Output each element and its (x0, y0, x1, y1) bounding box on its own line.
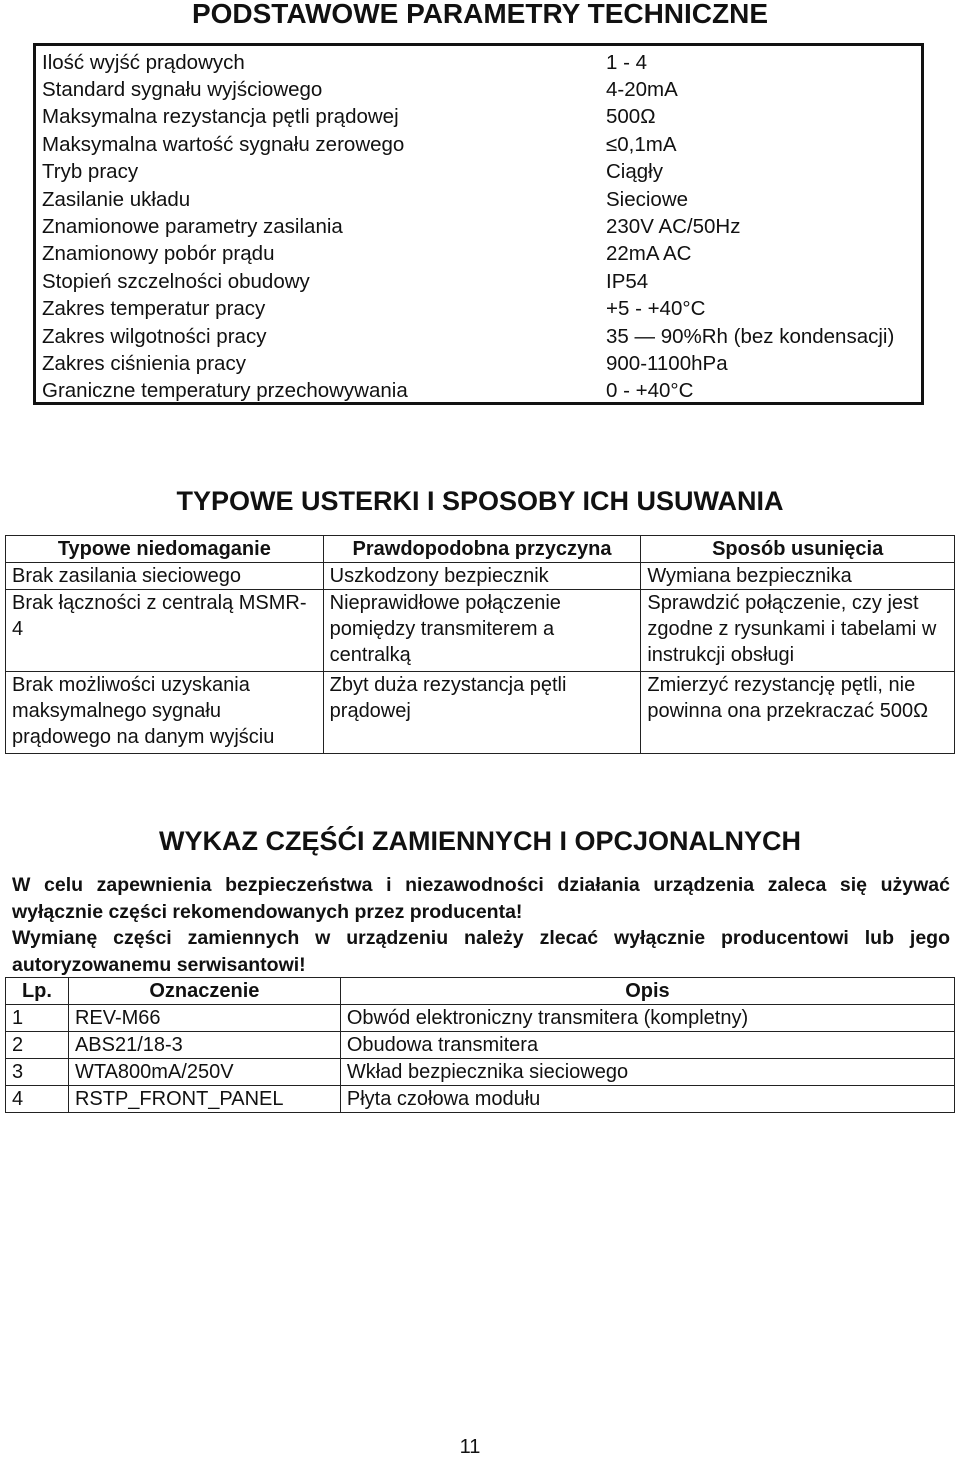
parameter-row (36, 268, 921, 295)
column-header-description: Opis (340, 978, 954, 1005)
parameter-name: Zakres temperatur pracy (42, 297, 266, 321)
parameter-row (36, 350, 921, 377)
parameter-row (36, 159, 921, 186)
parameter-name: Zasilanie układu (42, 187, 191, 211)
table-row (6, 563, 955, 590)
part-number: 3 (6, 1059, 69, 1086)
safety-warning (12, 872, 950, 978)
column-header-solution: Sposób usunięcia (641, 536, 955, 563)
warning-paragraph: W celu zapewnienia bezpieczeństwa i niezawodności działania urządzenia zaleca się używać wyłącznie części rekomendowanych przez producenta! (12, 874, 950, 923)
table-row (6, 1059, 955, 1086)
parameter-value: Sieciowe (606, 187, 689, 211)
parameter-value: +5 - +40°C (606, 297, 706, 321)
parameter-value: 4-20mA (606, 78, 678, 102)
part-description: Obudowa transmitera (340, 1032, 954, 1059)
parameter-name: Maksymalna rezystancja pętli prądowej (42, 105, 399, 129)
technical-parameters-title: PODSTAWOWE PARAMETRY TECHNICZNE (191, 0, 769, 29)
part-number: 1 (6, 1005, 69, 1032)
parameter-row (36, 76, 921, 103)
solution-cell: Zmierzyć rezystancję pętli, nie powinna ona przekraczać 500Ω (641, 672, 955, 754)
column-header-code: Oznaczenie (68, 978, 340, 1005)
parameter-value: ≤0,1mA (606, 132, 677, 156)
parameter-row (36, 213, 921, 240)
parameter-value: 22mA AC (606, 242, 692, 266)
parameter-value: 35 — 90%Rh (bez kondensacji) (606, 324, 895, 348)
parameter-row (36, 378, 921, 405)
technical-parameters-table (33, 43, 924, 405)
table-header-row (6, 536, 955, 563)
cause-cell: Nieprawidłowe połączenie pomiędzy transmiterem a centralką (323, 590, 641, 672)
parameter-name: Standard sygnału wyjściowego (42, 78, 323, 102)
parameter-value: 0 - +40°C (606, 379, 694, 403)
parameter-value: 500Ω (606, 105, 656, 129)
warning-paragraph: Wymianę części zamiennych w urządzeniu należy zlecać wyłącznie producentowi lub jego autoryzowanemu serwisantowi! (12, 927, 950, 976)
parameter-name: Znamionowe parametry zasilania (42, 215, 343, 239)
parameter-name: Zakres ciśnienia pracy (42, 351, 246, 375)
troubleshooting-table (5, 535, 955, 754)
troubleshooting-title: TYPOWE USTERKI I SPOSOBY ICH USUWANIA (176, 486, 784, 516)
table-row (6, 1086, 955, 1113)
spare-parts-title: WYKAZ CZĘŚĆI ZAMIENNYCH I OPCJONALNYCH (158, 826, 801, 856)
part-description: Obwód elektroniczny transmitera (kompletny) (340, 1005, 954, 1032)
solution-cell: Wymiana bezpiecznika (641, 563, 955, 590)
parameter-row (36, 49, 921, 76)
part-description: Wkład bezpiecznika sieciowego (340, 1059, 954, 1086)
parameter-row (36, 296, 921, 323)
column-header-issue: Typowe niedomaganie (6, 536, 324, 563)
part-code: WTA800mA/250V (68, 1059, 340, 1086)
parameter-name: Znamionowy pobór prądu (42, 242, 275, 266)
parameter-row (36, 241, 921, 268)
parameter-name: Ilość wyjść prądowych (42, 50, 245, 74)
table-row (6, 672, 955, 754)
page-number: 11 (459, 1436, 481, 1458)
cause-cell: Zbyt duża rezystancja pętli prądowej (323, 672, 641, 754)
parameter-name: Graniczne temperatury przechowywania (42, 379, 408, 403)
cause-cell: Uszkodzony bezpiecznik (323, 563, 641, 590)
issue-cell: Brak łączności z centralą MSMR-4 (6, 590, 324, 672)
parameter-name: Stopień szczelności obudowy (42, 269, 310, 293)
parameter-value: 230V AC/50Hz (606, 215, 741, 239)
table-row (6, 590, 955, 672)
parameter-row (36, 131, 921, 158)
parameter-value: IP54 (606, 269, 649, 293)
parameter-value: Ciągły (606, 160, 663, 184)
part-number: 2 (6, 1032, 69, 1059)
column-header-number: Lp. (6, 978, 69, 1005)
parameter-name: Zakres wilgotności pracy (42, 324, 267, 348)
parameter-row (36, 186, 921, 213)
parameter-row (36, 323, 921, 350)
parameter-value: 1 - 4 (606, 50, 648, 74)
solution-cell: Sprawdzić połączenie, czy jest zgodne z rysunkami i tabelami w instrukcji obsługi (641, 590, 955, 672)
part-code: ABS21/18-3 (68, 1032, 340, 1059)
parameter-value: 900-1100hPa (606, 351, 728, 375)
part-description: Płyta czołowa modułu (340, 1086, 954, 1113)
issue-cell: Brak zasilania sieciowego (6, 563, 324, 590)
table-row (6, 1032, 955, 1059)
part-number: 4 (6, 1086, 69, 1113)
table-header-row (6, 978, 955, 1005)
parameter-name: Tryb pracy (42, 160, 139, 184)
table-row (6, 1005, 955, 1032)
parameter-name: Maksymalna wartość sygnału zerowego (42, 132, 405, 156)
parameter-row (36, 104, 921, 131)
part-code: REV-M66 (68, 1005, 340, 1032)
spare-parts-table (5, 977, 955, 1113)
issue-cell: Brak możliwości uzyskania maksymalnego sygnału prądowego na danym wyjściu (6, 672, 324, 754)
part-code: RSTP_FRONT_PANEL (68, 1086, 340, 1113)
column-header-cause: Prawdopodobna przyczyna (323, 536, 641, 563)
